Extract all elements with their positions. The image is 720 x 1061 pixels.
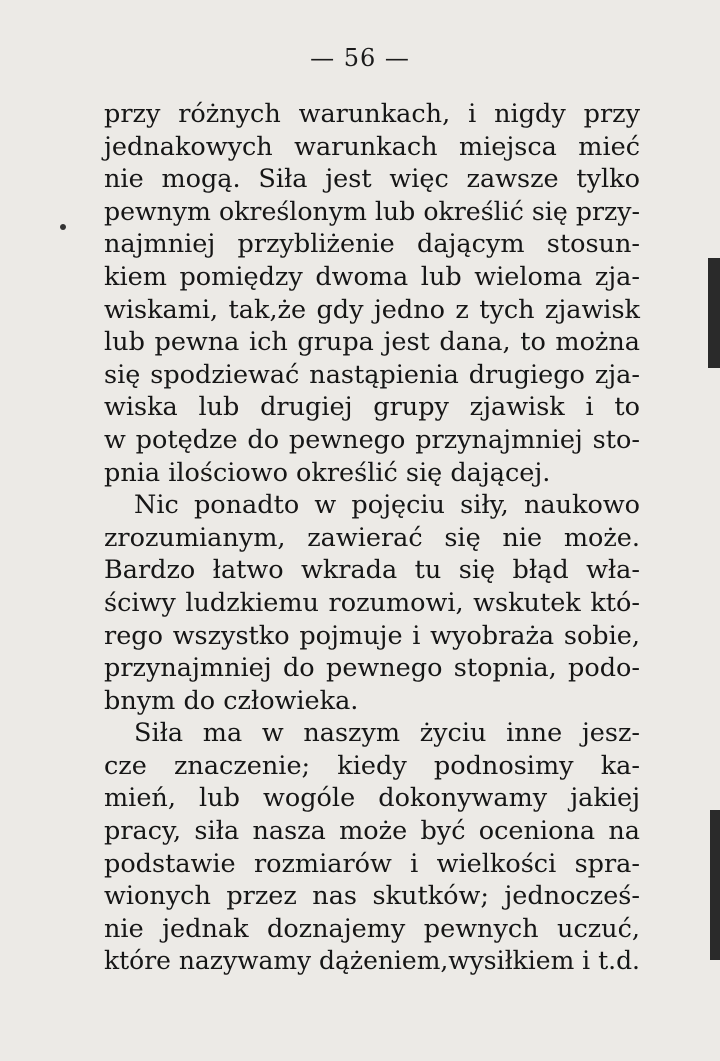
text-line: pewnym określonym lub określić się przy- (104, 196, 640, 226)
text-line: pracy, siła nasza może być oceniona na (104, 816, 640, 847)
text-line: podstawie rozmiarów i wielkości spra- (104, 848, 640, 879)
text-line: Siła ma w naszym życiu inne jesz- (134, 718, 640, 749)
text-line: ściwy ludzkiemu rozumowi, wskutek któ- (104, 587, 640, 618)
text-line: nie jednak doznajemy pewnych uczuć, (104, 913, 640, 944)
text-line: zrozumianym, zawierać się nie może. (104, 522, 640, 553)
text-line: które nazywamy dążeniem,wysiłkiem i t.d. (104, 946, 640, 976)
text-line: Nic ponadto w pojęciu siły, naukowo (134, 490, 640, 521)
text-line: pnia ilościowo określić się dającej. (104, 457, 551, 488)
text-line: lub pewna ich grupa jest dana, to można (104, 327, 640, 358)
text-line: rego wszystko pojmuje i wyobraża sobie, (104, 620, 640, 651)
text-line: nie mogą. Siła jest więc zawsze tylko (104, 164, 640, 195)
page-edge-mark-bottom (710, 810, 720, 960)
text-line: wionych przez nas skutków; jednocześ- (104, 881, 640, 912)
text-line: jednakowych warunkach miejsca mieć (104, 131, 640, 162)
page-number: — 56 — (310, 44, 410, 72)
text-line: wiskami, tak,że gdy jedno z tych zjawisk (104, 294, 640, 325)
text-line: przy różnych warunkach, i nigdy przy (104, 99, 640, 129)
text-line: cze znaczenie; kiedy podnosimy ka- (104, 750, 640, 781)
text-line: się spodziewać nastąpienia drugiego zja- (104, 359, 640, 390)
text-line: najmniej przybliżenie dającym stosun- (104, 229, 640, 260)
text-line: wiska lub drugiej grupy zjawisk i to (104, 392, 640, 423)
text-line: w potędze do pewnego przynajmniej sto- (104, 424, 640, 455)
ink-speck (60, 224, 66, 230)
text-line: przynajmniej do pewnego stopnia, podo- (104, 653, 640, 684)
body-text (104, 98, 640, 978)
page-edge-mark-top (708, 258, 720, 368)
text-line: kiem pomiędzy dwoma lub wieloma zja- (104, 261, 640, 292)
text-line: Bardzo łatwo wkrada tu się błąd wła- (104, 555, 640, 586)
text-line: mień, lub wogóle dokonywamy jakiej (104, 783, 640, 814)
text-line: bnym do człowieka. (104, 685, 359, 716)
